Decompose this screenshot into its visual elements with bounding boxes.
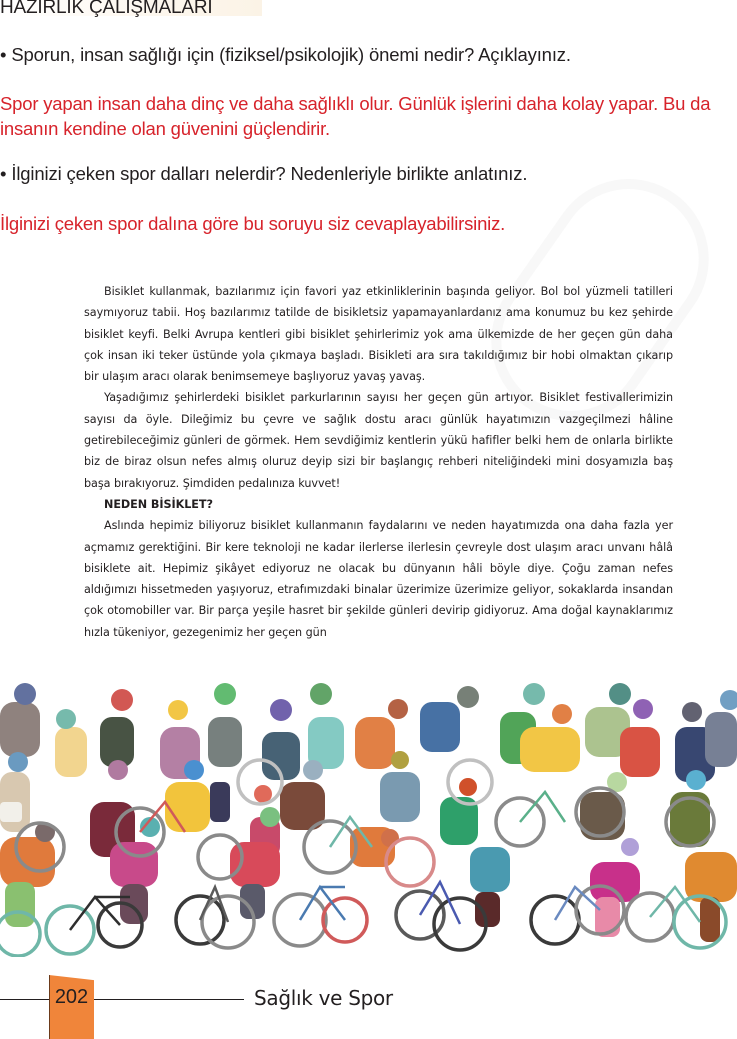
answer-1: Spor yapan insan daha dinç ve daha sağlıklı olur. Günlük işlerini daha kolay yapar. Bu da insanın kendine olan güvenini güçlendirir.	[0, 93, 711, 139]
chapter-title: Sağlık ve Spor	[254, 986, 393, 1010]
article-paragraph-3: Aslında hepimiz biliyoruz bisiklet kullanmanın faydalarını ve neden hayatımızda ona daha fazla yer açmamız gerektiğini. Bir kere teknoloji ne kadar ilerlerse ilerlesin çevreyle dost ulaşım aracı unvanı hâlâ bisiklete ait. Hepimiz şikâyet ediyoruz ne olacak bu dünyanın hâli böyle diye. Çoğu zaman nefes aldığımızı hissetmeden yaşıyoruz, etrafımızdaki binalar üzerimize üzerimize geliyor, sokaklarda insandan çok otomobiller var. Bir parça yeşile hasret bir şekilde günleri devirip gidiyoruz. Ama doğal kaynaklarımız hızla tükeniyor, gezegenimiz her geçen gün	[84, 519, 673, 639]
section-title: HAZIRLIK ÇALIŞMALARI	[0, 0, 213, 18]
answer-2: İlginizi çeken spor dalına göre bu soruyu siz cevaplayabilirsiniz.	[0, 213, 506, 234]
question-1-text: Sporun, insan sağlığı için (fiziksel/psikolojik) önemi nedir? Açıklayınız.	[11, 44, 571, 65]
bullet-icon: •	[0, 163, 7, 184]
footer-rule-right	[94, 999, 244, 1000]
question-1	[0, 44, 571, 66]
article-paragraph-1: Bisiklet kullanmak, bazılarımız için favori yaz etkinliklerinin başında geliyor. Bol bol yüzmeli tatilleri saymıyoruz tabii. Hoş bazılarımız tatilde de bisikletsiz yapamayanlardanız ama konumuz bu kez şehirde bisiklet keyfi. Belki Avrupa kentleri gibi bisiklet şehirlerimiz yok ama ülkemizde de her geçen gün daha çok insan iki teker üstünde yola çıkmaya başladı. Bisikleti ara sıra takıldığımız bir hobi olmaktan çıkarıp bir ulaşım aracı olarak benimsemeye başlıyoruz yavaş yavaş.	[84, 285, 673, 384]
article-body	[84, 281, 673, 643]
cyclists-image	[0, 672, 737, 957]
article-paragraph-2: Yaşadığımız şehirlerdeki bisiklet parkurlarının sayısı her geçen gün artıyor. Bisiklet festivallerimizin sayısı da öyle. Dileğimiz bu çevre ve sağlık dostu aracı günlük hayatımızın vazgeçilmezi hâline getirebileceğimiz günleri de görmek. Hem sevdiğimiz kentlerin yükü hafifler belki hem de onlarla birlikte biz de biraz olsun nefes almış oluruz deyip sizi bir başlangıç rehberi niteliğindeki mini dosyamızla baş başa bırakıyoruz. Şimdiden pedalınıza kuvvet!	[84, 391, 673, 490]
page-number: 202	[54, 986, 89, 1008]
article-subheading: NEDEN BİSİKLET?	[104, 497, 213, 511]
question-2-text: İlginizi çeken spor dalları nelerdir? Nedenleriyle birlikte anlatınız.	[11, 163, 528, 184]
question-2	[0, 163, 527, 185]
cyclists-illustration	[0, 672, 737, 957]
bullet-icon: •	[0, 44, 7, 65]
footer-rule-left	[0, 999, 49, 1000]
